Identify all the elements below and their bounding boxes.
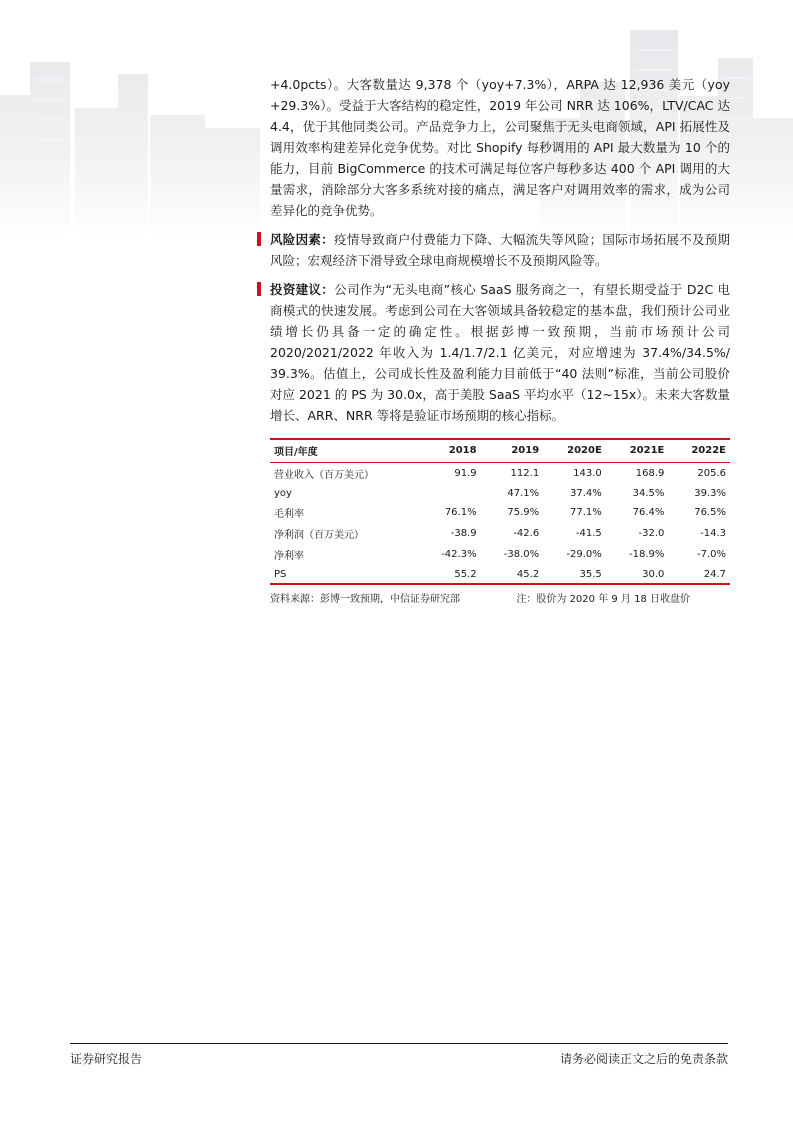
financial-forecast-table [270,438,730,585]
table-source-row [270,590,730,605]
table-row [270,484,730,502]
table-cell: -42.6 [513,528,540,539]
table-header-cell: 2019 [481,439,544,463]
table-cell: 毛利率 [274,509,304,520]
table-cell: -18.9% [628,549,665,560]
footer-disclaimer: 请务必阅读正文之后的免责条款 [559,1052,728,1066]
table-cell: 37.4% [570,487,602,499]
footer-divider [70,1043,728,1044]
table-row [270,565,730,584]
table-header-cell: 2021E [606,439,669,463]
table-cell: -14.3 [700,528,726,539]
table-header-cell: 2020E [543,439,606,463]
table-cell: 营业收入（百万美元） [274,470,374,481]
table-cell: 30.0 [606,565,669,584]
table-cell: 77.1% [570,507,602,518]
table-cell: -38.0% [503,549,540,560]
table-cell: -41.5 [575,528,602,539]
table-cell: 34.5% [632,487,665,499]
table-cell: 168.9 [635,468,665,479]
intro-paragraph: +4.0pcts）。大客数量达 9,378 个（yoy+7.3%），ARPA 达 12,936 美元（yoy +29.3%）。受益于大客结构的稳定性，2019 年公司 NRR 达 106%，LTV/CAC 达 4.4，优于其他同类公司。产品竞争力上，公司聚焦于无头电商领域，API 拓展性及调用效率构建差异化竞争优势。对比 Shopify 每秒调用的 API 最大数量为 10 个的能力，目前 BigCommerce 的技术可满足每位客户每秒多达 400 个 API 调用的大量需求，消除部分大客多系统对接的痛点，满足客户对调用效率的需求，成为公司差异化的竞争优势。 [270,77,730,218]
table-note: 注：股价为 2020 年 9 月 18 日收盘价 [516,594,690,605]
footer-report-label: 证券研究报告 [70,1052,143,1066]
table-cell: 55.2 [418,565,481,584]
risk-section [270,229,730,271]
table-cell: -7.0% [696,549,726,560]
table-cell: -29.0% [566,549,602,560]
table-header-row [270,439,730,463]
table-cell: 76.1% [444,507,477,518]
table-cell: 净利率 [274,551,304,562]
investment-section [270,279,730,426]
table-cell: -42.3% [441,549,477,560]
table-row [270,523,730,544]
table-cell: 47.1% [507,487,540,499]
risk-text: 疫情导致商户付费能力下降、大幅流失等风险；国际市场拓展不及预期风险；宏观经济下滑导致全球电商规模增长不及预期风险等。 [270,232,730,268]
table-source: 资料来源：彭博一致预期，中信证券研究部 [270,594,460,605]
table-cell: 45.2 [481,565,544,584]
table-cell: 75.9% [507,507,540,518]
table-cell: 76.4% [632,507,665,518]
investment-label: 投资建议： [270,282,335,297]
table-cell: 112.1 [510,468,540,479]
table-header-cell: 项目/年度 [270,439,418,463]
table-cell: PS [270,565,418,584]
table-cell: 24.7 [668,565,730,584]
table-cell: 39.3% [694,487,726,499]
table-cell: -38.9 [450,528,477,539]
table-cell [418,484,481,502]
table-cell: -32.0 [638,528,665,539]
report-body [270,74,730,605]
table-header-cell: 2018 [418,439,481,463]
table-cell: yoy [274,487,292,499]
table-row [270,502,730,523]
risk-label: 风险因素： [270,232,334,247]
table-cell: 35.5 [543,565,606,584]
red-bullet-marker [257,232,261,246]
investment-text: 公司作为“无头电商”核心 SaaS 服务商之一，有望长期受益于 D2C 电商模式的快速发展。考虑到公司在大客领域具备较稳定的基本盘，我们预计公司业绩增长仍具备一定的确定性。根据彭博一致预期，当前市场预计公司 2020/2021/2022 年收入为 1.4/1.7/2.1 亿美元，对应增速为 37.4%/34.5%/ 39.3%。估值上，公司成长性及盈利能力目前低于“40 法则”标准，当前公司股价对应 2021 的 PS 为 30.0x，高于美股 SaaS 平均水平（12~15x）。未来大客数量增长、ARR、NRR 等将是验证市场预期的核心指标。 [270,282,730,423]
table-cell: 205.6 [697,468,726,479]
red-bullet-marker [257,282,261,296]
table-cell: 143.0 [573,468,602,479]
table-cell: 净利润（百万美元） [274,530,364,541]
table-row [270,463,730,485]
table-cell: 91.9 [454,468,477,479]
table-header-cell: 2022E [668,439,730,463]
table-cell: 76.5% [694,507,726,518]
table-row [270,544,730,565]
